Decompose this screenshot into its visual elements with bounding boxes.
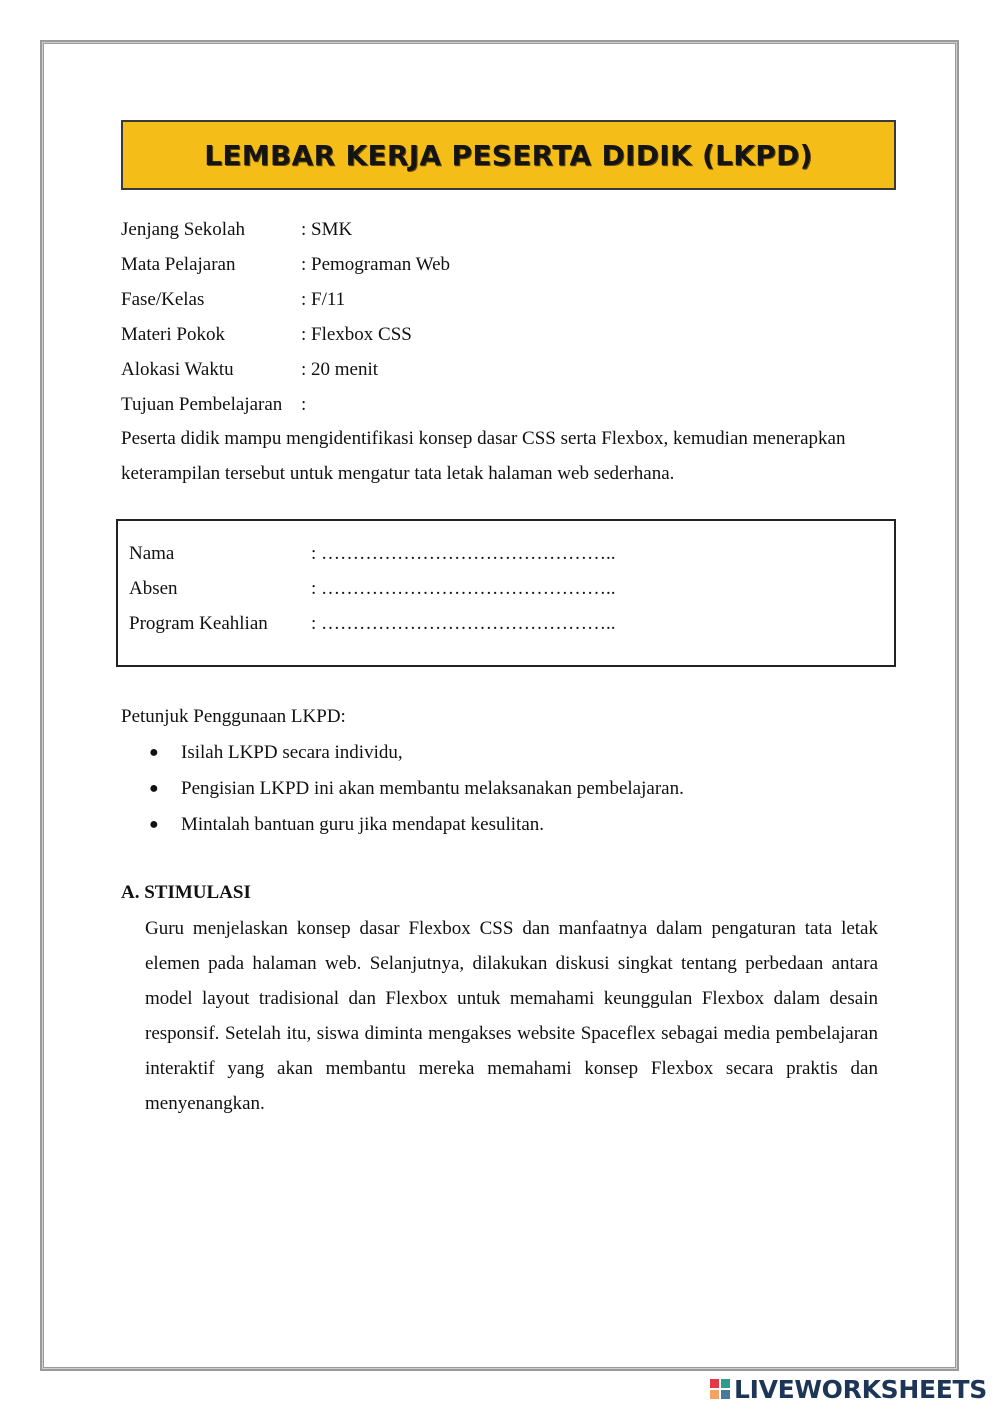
petunjuk-heading: Petunjuk Penggunaan LKPD: [121,706,346,727]
info-label-tujuan: Tujuan Pembelajaran [121,394,283,415]
petunjuk-item: Isilah LKPD secara individu, [181,742,403,763]
section-heading-stimulasi: A. STIMULASI [121,882,251,903]
bullet-icon: ● [149,816,159,833]
info-value-mapel: : Pemograman Web [301,254,451,275]
info-label-materi: Materi Pokok [121,324,225,345]
logo-text: LIVEWORKSHEETS [733,1374,987,1404]
title-banner [121,120,896,190]
identity-label-absen: Absen [129,578,178,599]
info-value-tujuan: : [301,394,307,415]
info-label-alokasi: Alokasi Waktu [121,359,234,380]
identity-label-program: Program Keahlian [129,613,268,634]
identity-field-program[interactable]: : ……………………………………….. [311,613,616,634]
info-value-alokasi: : 20 menit [301,359,379,380]
identity-label-nama: Nama [129,543,175,564]
stimulasi-paragraph: Guru menjelaskan konsep dasar Flexbox CSS dan manfaatnya dalam pengaturan tata letak elemen pada halaman web. Selanjutnya, dilakukan diskusi singkat tentang perbedaan antara model layout tradisional dan Flexbox untuk memahami keunggulan Flexbox dalam desain responsif. Setelah itu, siswa diminta mengakses website Spaceflex sebagai media pembelajaran interaktif yang akan membantu mereka memahami konsep Flexbox secara praktis dan menyenangkan. [145,918,878,1114]
tujuan-paragraph: Peserta didik mampu mengidentifikasi konsep dasar CSS serta Flexbox, kemudian menerapkan keterampilan tersebut untuk mengatur tata letak halaman web sederhana. [121,428,846,484]
bullet-icon: ● [149,780,159,797]
logo-blocks-icon [710,1379,730,1399]
info-value-jenjang: : SMK [301,219,353,240]
identity-field-absen[interactable]: : ……………………………………….. [311,578,616,599]
petunjuk-item: Pengisian LKPD ini akan membantu melaksanakan pembelajaran. [181,778,684,799]
info-label-fase: Fase/Kelas [121,289,205,310]
info-value-materi: : Flexbox CSS [301,324,412,345]
bullet-icon: ● [149,744,159,761]
info-label-mapel: Mata Pelajaran [121,254,236,275]
info-value-fase: : F/11 [301,289,346,310]
liveworksheets-logo [710,1373,987,1405]
info-label-jenjang: Jenjang Sekolah [121,219,246,240]
identity-field-nama[interactable]: : ……………………………………….. [311,543,616,564]
petunjuk-item: Mintalah bantuan guru jika mendapat kesulitan. [181,814,545,835]
page-title: LEMBAR KERJA PESERTA DIDIK (LKPD) [204,138,813,172]
